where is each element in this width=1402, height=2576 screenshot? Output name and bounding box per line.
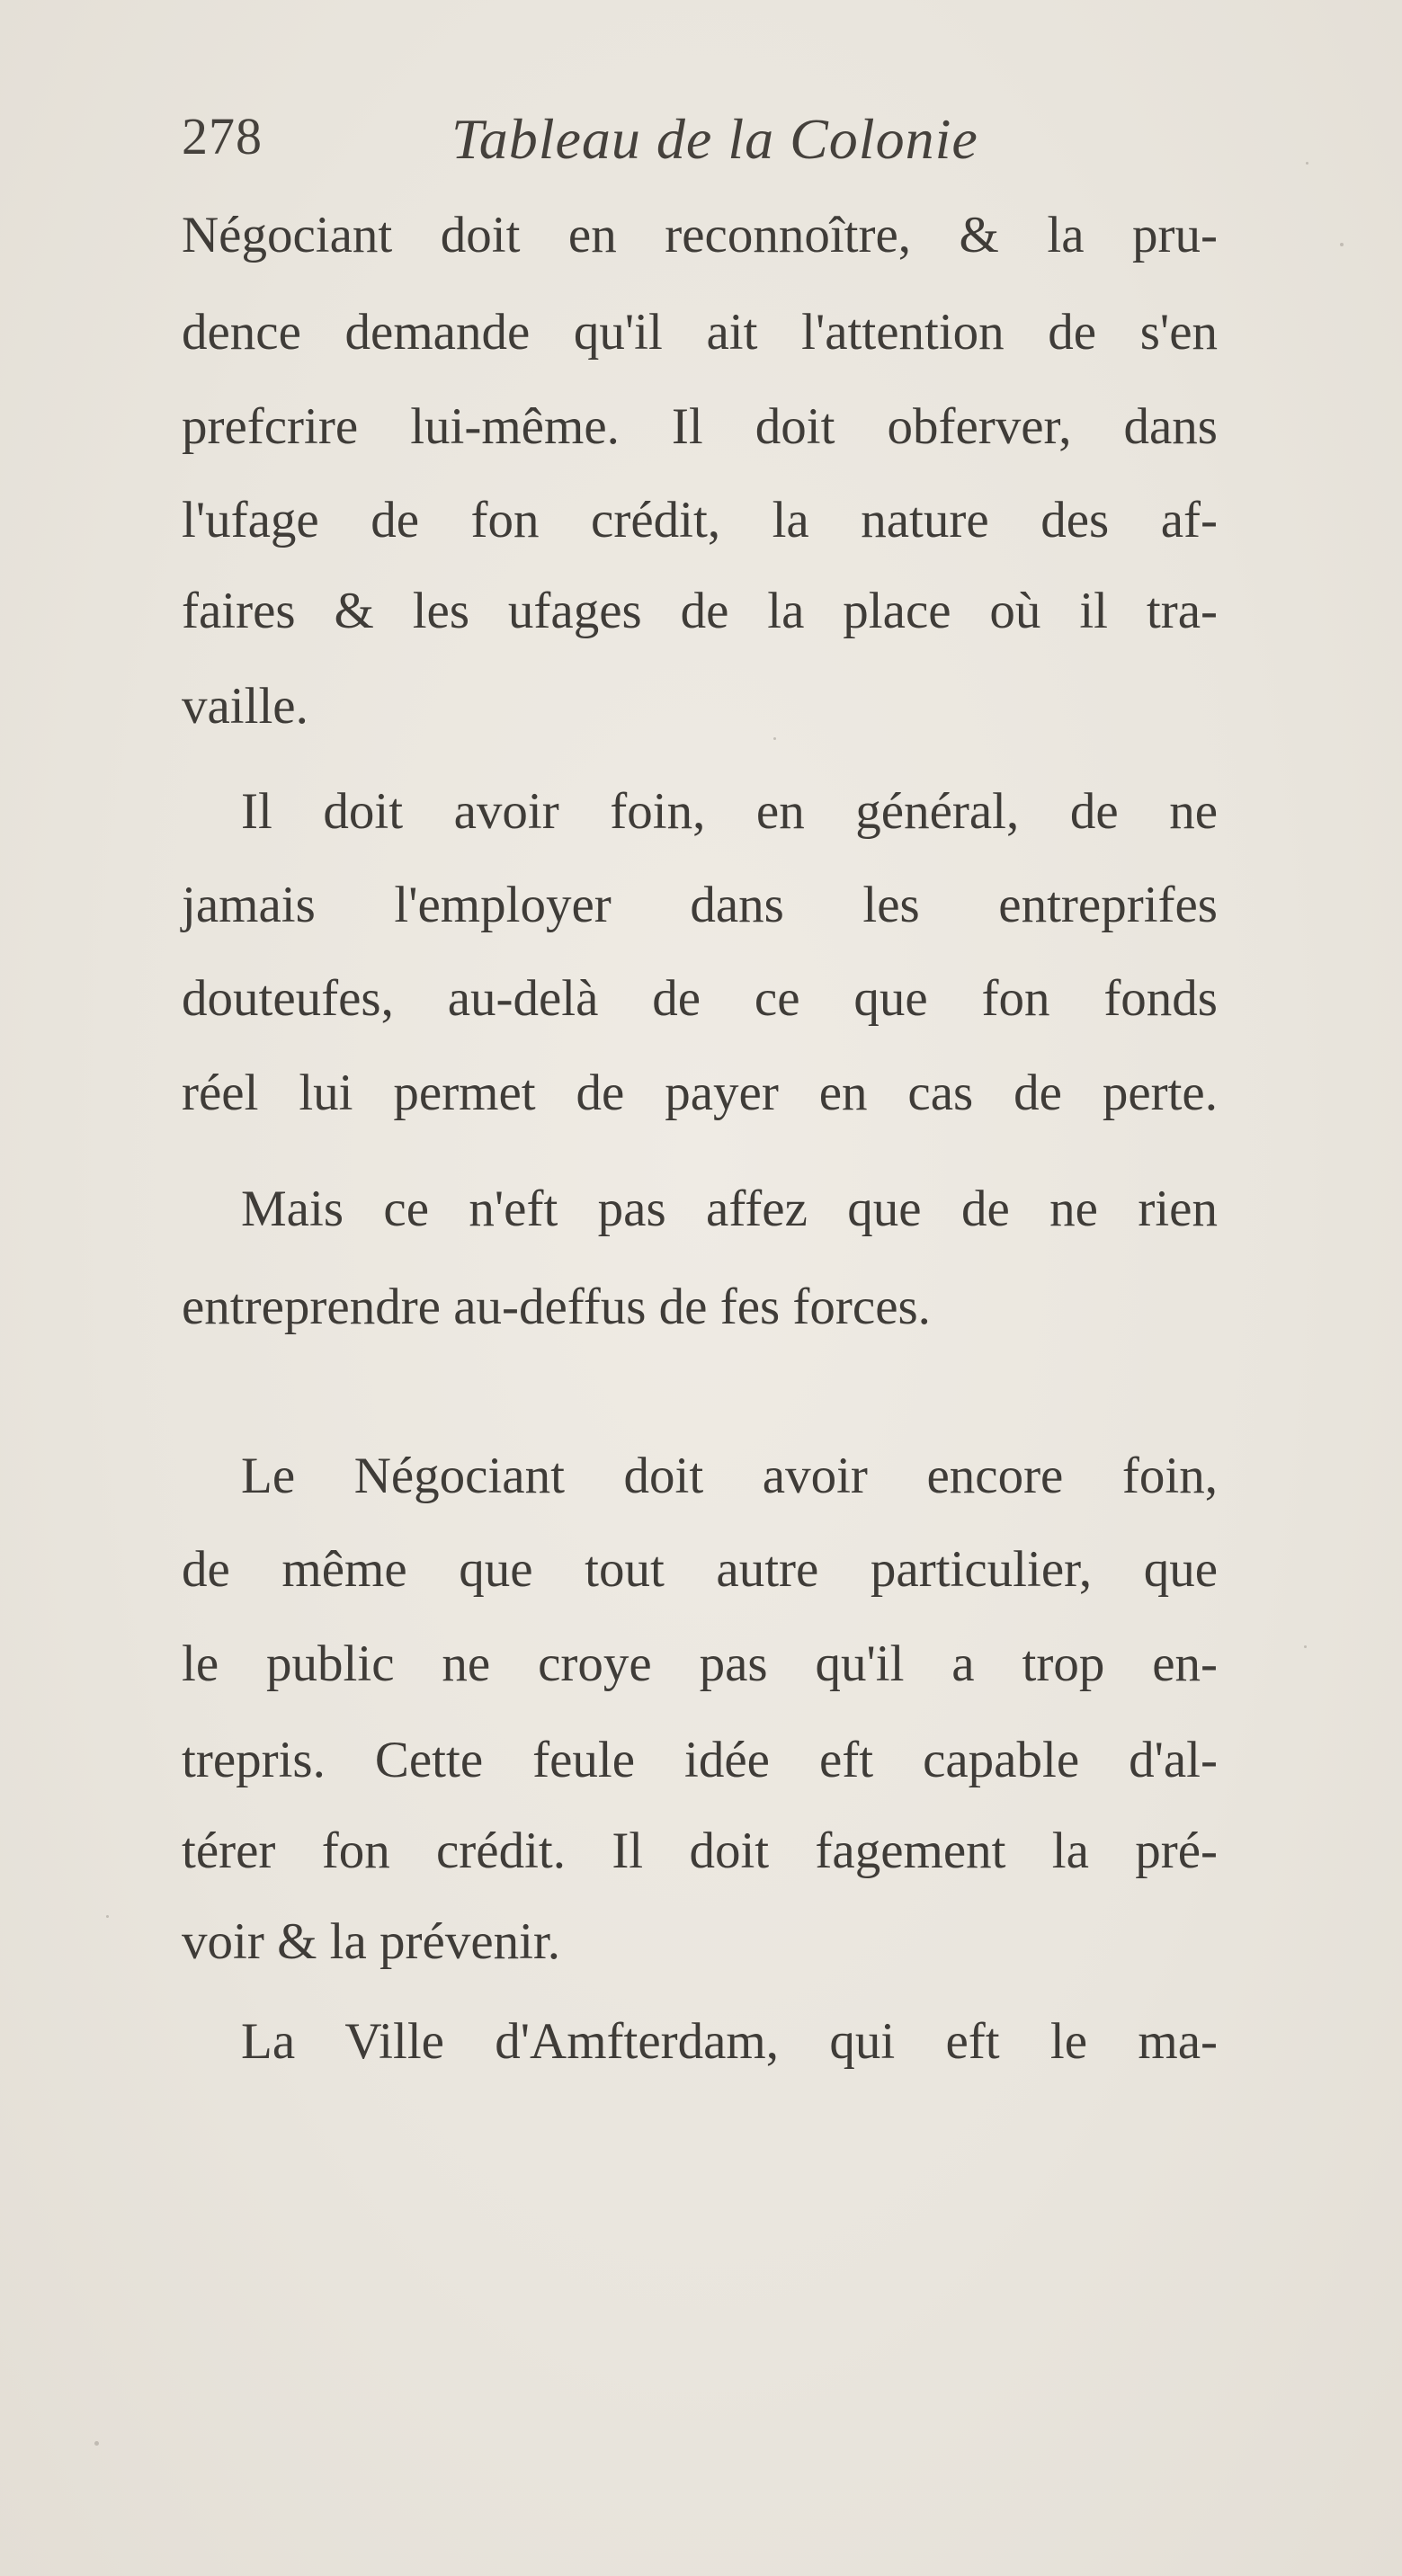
text-line: le public ne croye pas qu'il a trop en- (182, 1636, 1218, 1692)
text-line: réel lui permet de payer en cas de perte. (182, 1065, 1218, 1121)
text-line: entreprendre au-deffus de fes forces. (182, 1279, 931, 1335)
paper-speck (1340, 243, 1344, 246)
text-line: voir & la prévenir. (182, 1913, 561, 1970)
text-line: jamais l'employer dans les entreprifes (182, 877, 1218, 933)
text-line: douteufes, au-delà de ce que fon fonds (182, 970, 1218, 1027)
text-line: Le Négociant doit avoir encore foin, (241, 1448, 1218, 1504)
text-line: trepris. Cette feule idée eft capable d'al- (182, 1732, 1218, 1788)
text-line: térer fon crédit. Il doit fagement la pré- (182, 1823, 1218, 1879)
paper-speck (1306, 162, 1308, 165)
text-line: Il doit avoir foin, en général, de ne (241, 783, 1218, 840)
text-line: Mais ce n'eft pas affez que de ne rien (241, 1181, 1218, 1237)
paper-speck (106, 1915, 109, 1918)
text-line: dence demande qu'il ait l'attention de s'en (182, 304, 1218, 361)
text-line: faires & les ufages de la place où il tra- (182, 583, 1218, 639)
running-title: Tableau de la Colonie (451, 107, 978, 171)
paper-speck (773, 737, 776, 740)
text-line: l'ufage de fon crédit, la nature des af- (182, 492, 1218, 548)
text-line: prefcrire lui-même. Il doit obferver, dans (182, 398, 1218, 455)
text-line: Négociant doit en reconnoître, & la pru- (182, 207, 1218, 263)
text-line: de même que tout autre particulier, que (182, 1541, 1218, 1598)
text-line: vaille. (182, 678, 308, 735)
page-number: 278 (182, 107, 263, 165)
text-line: La Ville d'Amfterdam, qui eft le ma- (241, 2013, 1218, 2070)
paper-speck (1304, 1645, 1307, 1648)
paper-speck (94, 2441, 99, 2446)
page-header (182, 106, 1261, 187)
